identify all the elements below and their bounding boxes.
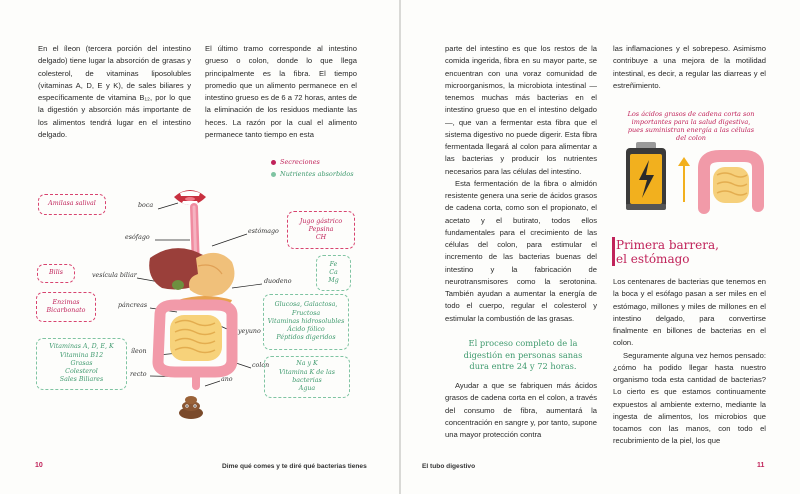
paragraph: En el íleon (tercera porción del intestino delgado) tiene lugar la absorción de grasas y colesterol, de vitaminas liposolubles (vitaminas A, D, E y K), de sales biliares y específicamente de vitamina B₁₂, por lo que la digestión y absorción más importante de los alimentos tendrá lugar en el intestino delgado. (38, 44, 191, 139)
left-page (0, 0, 399, 494)
heading-line: Primera barrera, (616, 238, 719, 252)
label-boca: boca (138, 202, 154, 209)
page-number: 11 (757, 462, 765, 469)
legend-secretions: Secreciones (271, 158, 320, 166)
legend-nutrients: Nutrientes absorbidos (271, 170, 354, 178)
running-head: Dime qué comes y te diré qué bacterias tienes (222, 463, 367, 470)
paragraph: parte del intestino es que los restos de la comida ingerida, fibra en su mayor parte, se encuentran con una voraz comunidad de microorganismos, la microbiota intestinal —tenemos muchas más bacterias en el intestino grueso que en el intestino delgado—, que van a fermentar esta fibra que el sistema digestivo no puede digerir. Esta fibra fermentada llegará al colon para alimentar a las bacterias y producir los nutrientes necesarios para las células del intestino. (445, 44, 597, 176)
label-ileon: íleon (131, 348, 147, 355)
paragraph: Esta fermentación de la fibra o almidón resistente genera una serie de ácidos grasos de cadena corta, como son el propionato, el acetato y el butirato, todos ellos fundamentales para el crecimiento de las células del colon, para estimular el incremento de las bacterias buenas del intestino y la fabricación de neurotransmisores como la serotonina. También ayudan a aumentar la energía de todo el cuerpo, regular el colesterol y estimular la combustión de las grasas. (445, 178, 597, 323)
right-text-column-1-cont (445, 380, 597, 441)
box-minerales: Fe Ca Mg (316, 255, 351, 291)
label-pancreas: páncreas (118, 302, 148, 309)
page-number: 10 (35, 462, 43, 469)
section-heading (616, 238, 766, 266)
box-na-k: Na y K Vitamina K de las bacterias Agua (264, 356, 350, 398)
box-glucosa: Glucosa, Galactosa, Fructosa Vitaminas hidrosolubles Ácido fólico Péptidos digeridos (263, 294, 349, 350)
heading-accent-bar (612, 237, 615, 266)
box-amilasa-salival: Amilasa salival (38, 194, 106, 215)
mouth-illustration (174, 190, 206, 205)
box-vitaminas: Vitaminas A, D, E, K Vitamina B12 Grasas Colesterol Sales Biliares (36, 338, 127, 390)
right-text-column-1 (445, 43, 597, 325)
label-estomago: estómago (248, 228, 279, 235)
box-jugo-gastrico: Jugo gástrico Pepsina CH (287, 211, 355, 249)
right-text-column-2-cont (613, 276, 766, 448)
small-intestine-illustration (170, 315, 222, 361)
battery-icon (626, 142, 666, 210)
pull-quote: El proceso completo de la digestión en personas sanas dura entre 24 y 72 horas. (463, 338, 583, 371)
running-head: El tubo digestivo (422, 463, 476, 470)
paragraph: Ayudar a que se fabriquen más ácidos grasos de cadena corta en el colon, a través del consumo de fibra, aumentará la concentración en sangre y, por tanto, supone una mayor protección contra (445, 381, 597, 439)
label-vesicula: vesícula biliar (92, 272, 137, 279)
paragraph: Seguramente alguna vez hemos pensado: ¿cómo ha podido llegar hasta nuestro organismo toda esta cantidad de bacterias? Lo cierto es que estamos continuamente expuestos al ambiente externo, mediante la ingesta de alimentos, los microbios que tocamos con las manos, con todo el recubrimiento de la piel, los que (613, 350, 766, 446)
box-bilis: Bilis (37, 264, 75, 283)
label-colon: colon (252, 362, 270, 369)
box-enzimas: Enzimas Bicarbonato (36, 292, 96, 322)
paragraph: El último tramo corresponde al intestino grueso o colon, donde lo que llega principalmente es la fibra. El tiempo promedio que un alimento permanece en el intestino grueso es de 6 a 72 horas, antes de la eliminación de los residuos mediante las heces. La razón por la cual el alimento permanece tanto tiempo en esta (205, 44, 357, 139)
colon-battery-illustration (620, 140, 770, 220)
label-esofago: esófago (125, 234, 150, 241)
label-ano: ano (221, 376, 233, 383)
poop-illustration (179, 396, 203, 419)
heading-line: el estómago (616, 252, 690, 266)
illustration-caption: Los ácidos grasos de cadena corta son importantes para la salud digestiva, pues suministran energía a las células del colon (627, 110, 755, 142)
label-yeyuno: yeyuno (238, 328, 261, 335)
paragraph: las inflamaciones y el sobrepeso. Asimismo contribuye a una mejora de la motilidad intestinal, es decir, a regular las diarreas y el estreñimiento. (613, 44, 766, 90)
right-text-column-2 (613, 43, 766, 92)
label-duodeno: duodeno (264, 278, 292, 285)
paragraph: Los centenares de bacterias que tenemos en la boca y el esófago pasan a ser miles en el estómago, millones y miles de millones en el intestino delgado, para convertirse finalmente en billones de bacterias en el colon. (613, 277, 766, 348)
arrow-up-icon (678, 157, 690, 202)
colon-icon (704, 156, 758, 208)
label-recto: recto (130, 371, 147, 378)
